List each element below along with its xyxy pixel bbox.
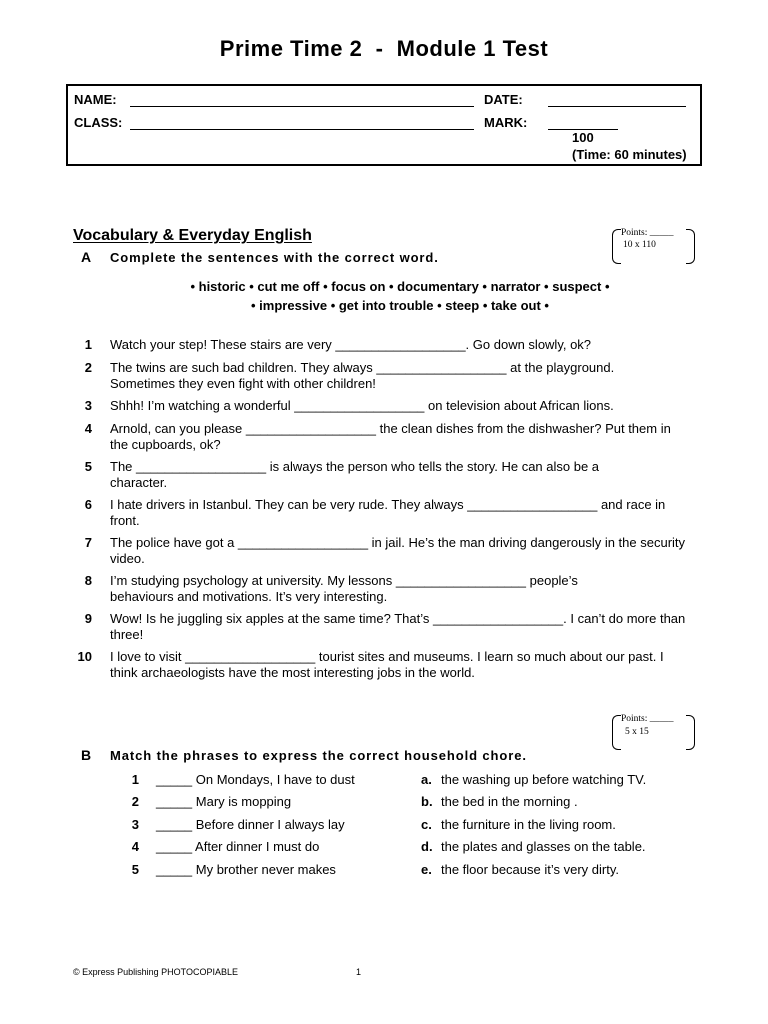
question-number: 1 <box>84 337 92 352</box>
question-number: 9 <box>84 611 92 626</box>
question-number: 4 <box>84 421 92 436</box>
match-number: 1 <box>131 772 139 787</box>
match-phrase: _____ Mary is mopping <box>156 794 292 809</box>
match-number: 3 <box>131 817 139 832</box>
test-duration: (Time: 60 minutes) <box>572 147 687 162</box>
question-text: Wow! Is he juggling six apples at the same time? That’s __________________. I can’t do more than three! <box>110 611 686 642</box>
question-text: I love to visit __________________ tourist sites and museums. I learn so much about our past. I think archaeologists have the most interesting jobs in the world. <box>110 649 664 680</box>
question-number: 5 <box>84 459 92 474</box>
question-text: The __________________ is always the person who tells the story. He can also be a character. <box>110 459 600 490</box>
question-text: The police have got a __________________ in jail. He’s the man driving dangerously in the security video. <box>110 535 686 566</box>
match-phrase: _____ Before dinner I always lay <box>156 817 345 832</box>
date-label: DATE: <box>484 92 523 107</box>
name-label: NAME: <box>74 92 117 107</box>
part-b-letter: B <box>81 747 92 763</box>
match-ending: the furniture in the living room. <box>441 817 616 832</box>
match-ending: the plates and glasses on the table. <box>441 839 646 854</box>
match-letter: b. <box>421 794 433 809</box>
question-text: I’m studying psychology at university. My lessons __________________ people’s behaviours and motivations. It’s very interesting. <box>110 573 578 604</box>
points-value: 5 x 15 <box>625 727 649 737</box>
question-text: Arnold, can you please __________________ the clean dishes from the dishwasher? Put them in the cupboards, ok? <box>110 421 671 452</box>
bracket-right <box>686 229 695 264</box>
match-number: 4 <box>131 839 139 854</box>
bracket-right <box>686 715 695 750</box>
question-text: The twins are such bad children. They always __________________ at the playground. Sometimes they even fight with other children! <box>110 360 615 391</box>
word-bank-line-1: • historic • cut me off • focus on • documentary • narrator • suspect • <box>190 279 610 294</box>
question-text: Watch your step! These stairs are very __________________. Go down slowly, ok? <box>110 337 592 352</box>
match-ending: the bed in the morning . <box>441 794 578 809</box>
mark-total: 100 <box>572 130 594 145</box>
question-text: Shhh! I’m watching a wonderful __________________ on television about African lions. <box>110 398 614 413</box>
question-number: 2 <box>84 360 92 375</box>
mark-label: MARK: <box>484 115 528 130</box>
class-label: CLASS: <box>74 115 123 130</box>
date-field[interactable] <box>548 106 686 107</box>
question-text: I hate drivers in Istanbul. They can be very rude. They always __________________ and race in front. <box>110 497 666 528</box>
match-letter: c. <box>421 817 432 832</box>
points-value: 10 x 110 <box>623 240 656 250</box>
bracket-left <box>612 715 621 750</box>
match-ending: the washing up before watching TV. <box>441 772 647 787</box>
match-phrase: _____ My brother never makes <box>156 862 336 877</box>
section-title: Vocabulary & Everyday English <box>73 227 312 244</box>
match-phrase: _____ After dinner I must do <box>156 839 320 854</box>
question-number: 7 <box>84 535 92 550</box>
question-number: 6 <box>84 497 92 512</box>
match-number: 5 <box>131 862 139 877</box>
question-number: 3 <box>84 398 92 413</box>
points-label: Points: _____ <box>621 714 674 724</box>
match-letter: a. <box>421 772 432 787</box>
part-b-instruction: Match the phrases to express the correct household chore. <box>110 748 527 763</box>
match-ending: the floor because it’s very dirty. <box>441 862 619 877</box>
question-number: 10 <box>77 649 92 664</box>
bracket-left <box>612 229 621 264</box>
class-field[interactable] <box>130 129 474 130</box>
match-letter: d. <box>421 839 433 854</box>
part-a-instruction: Complete the sentences with the correct word. <box>110 250 439 265</box>
match-phrase: _____ On Mondays, I have to dust <box>156 772 355 787</box>
name-field[interactable] <box>130 106 474 107</box>
word-bank-line-2: • impressive • get into trouble • steep • take out • <box>251 298 549 313</box>
part-a-letter: A <box>81 249 92 265</box>
match-letter: e. <box>421 862 432 877</box>
page-number: 1 <box>356 967 362 977</box>
question-number: 8 <box>84 573 92 588</box>
match-number: 2 <box>131 794 139 809</box>
page-title: Prime Time 2 - Module 1 Test <box>219 36 549 61</box>
points-label: Points: _____ <box>621 228 674 238</box>
footer-copyright: © Express Publishing PHOTOCOPIABLE <box>73 967 239 977</box>
